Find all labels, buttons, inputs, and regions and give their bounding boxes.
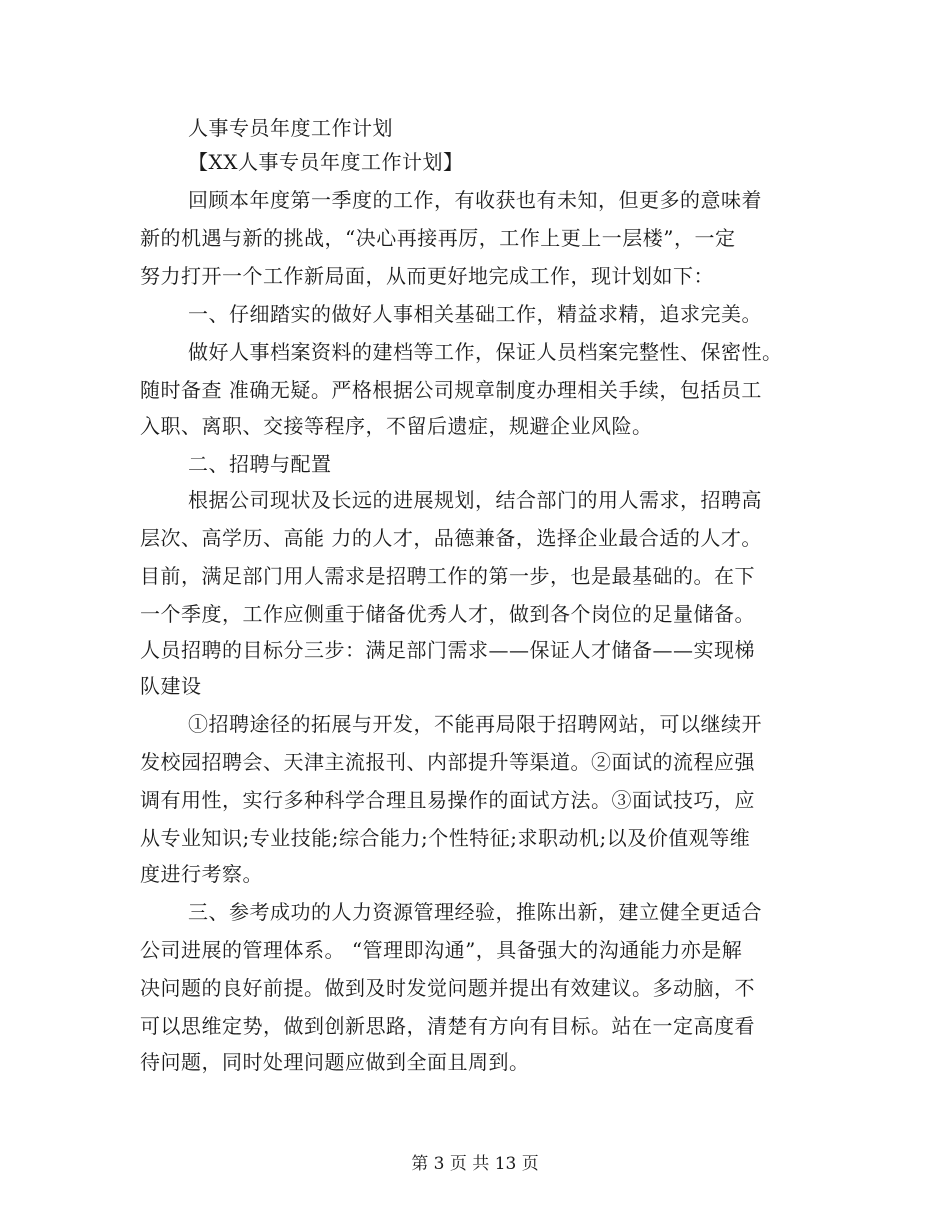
paragraph-line: 可以思维定势，做到创新思路，清楚有方向有目标。站在一定高度看 [140, 1014, 755, 1038]
paragraph-line: 人员招聘的目标分三步：满足部门需求——保证人才储备——实现梯 [140, 638, 755, 662]
paragraph-line: 度进行考察。 [140, 862, 263, 886]
paragraph-line: 待问题，同时处理问题应做到全面且周到。 [140, 1050, 530, 1074]
paragraph-line: 公司进展的管理体系。 “管理即沟通”，具备强大的沟通能力亦是解 [140, 938, 743, 962]
paragraph-line: 努力打开一个工作新局面，从而更好地完成工作，现计划如下： [140, 264, 714, 288]
paragraph-line: 从专业知识;专业技能;综合能力;个性特征;求职动机;以及价值观等维 [140, 826, 751, 850]
paragraph-line: 目前，满足部门用人需求是招聘工作的第一步，也是最基础的。在下 [140, 564, 755, 588]
paragraph-line: 新的机遇与新的挑战，“决心再接再厉，工作上更上一层楼”，一定 [140, 226, 736, 250]
paragraph-line: 入职、离职、交接等程序，不留后遗症，规避企业风险。 [140, 414, 653, 438]
paragraph-line: 根据公司现状及长远的进展规划，结合部门的用人需求，招聘高 [188, 488, 762, 512]
section-heading: 二、招聘与配置 [188, 452, 332, 476]
paragraph-line: 决问题的良好前提。做到及时发觉问题并提出有效建议。多动脑，不 [140, 976, 755, 1000]
paragraph-line: 做好人事档案资料的建档等工作，保证人员档案完整性、保密性。 [188, 340, 783, 364]
paragraph-line: 发校园招聘会、天津主流报刊、内部提升等渠道。②面试的流程应强 [140, 750, 755, 774]
paragraph-line: 一个季度，工作应侧重于储备优秀人才，做到各个岗位的足量储备。 [140, 602, 755, 626]
page-indicator: 第 3 页 共 13 页 [411, 1154, 539, 1174]
paragraph-line: 回顾本年度第一季度的工作，有收获也有未知，但更多的意味着 [188, 188, 762, 212]
paragraph-line: 队建设 [140, 674, 202, 698]
paragraph-line: 层次、高学历、高能 力的人才，品德兼备，选择企业最合适的人才。 [140, 526, 762, 550]
section-heading: 三、参考成功的人力资源管理经验，推陈出新，建立健全更适合 [188, 900, 762, 924]
document-subtitle: 【XX人事专员年度工作计划】 [188, 150, 464, 174]
document-title: 人事专员年度工作计划 [188, 116, 393, 140]
paragraph-line: 调有用性，实行多种科学合理且易操作的面试方法。③面试技巧，应 [140, 788, 755, 812]
section-heading: 一、仔细踏实的做好人事相关基础工作，精益求精，追求完美。 [188, 302, 762, 326]
paragraph-line: ①招聘途径的拓展与开发，不能再局限于招聘网站，可以继续开 [188, 712, 762, 736]
paragraph-line: 随时备查 准确无疑。严格根据公司规章制度办理相关手续，包括员工 [140, 378, 762, 402]
